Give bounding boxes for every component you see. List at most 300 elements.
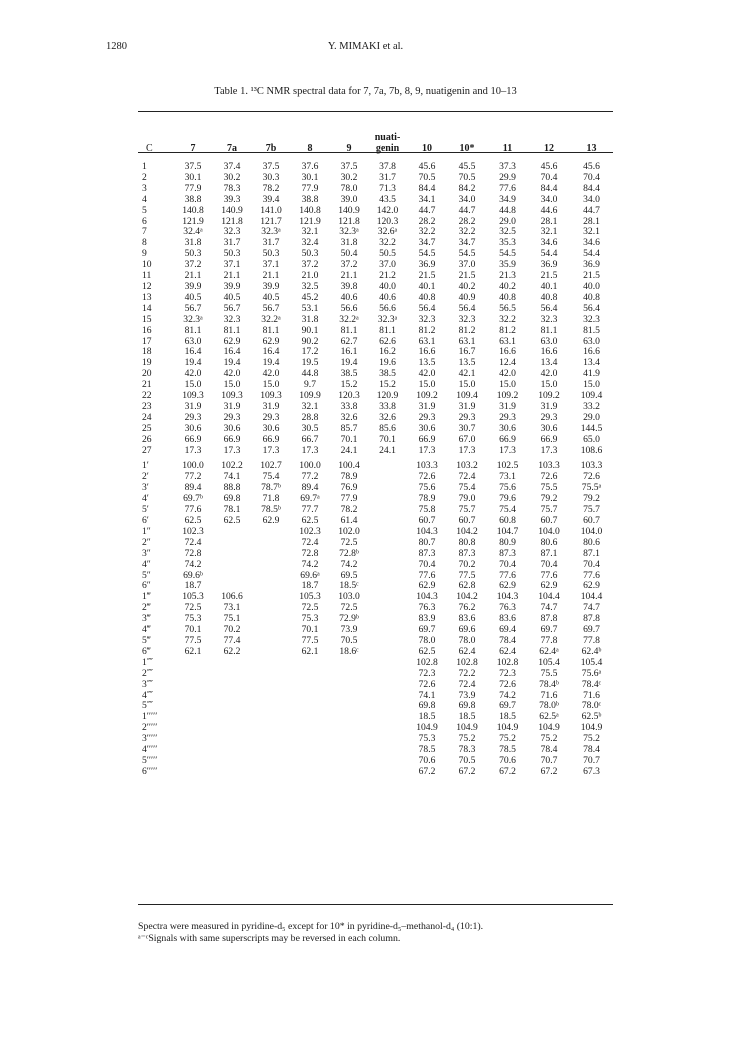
shift-value: 12.4 [499, 357, 516, 369]
shift-value [174, 701, 212, 712]
shift-value: 70.5 [458, 171, 476, 183]
shift-value: 50.3 [184, 248, 202, 260]
shift-value: 30.6 [262, 422, 280, 434]
shift-value [174, 723, 212, 734]
shift-value: 17.3 [262, 444, 280, 456]
shift-value: 38.8 [301, 193, 319, 205]
shift-value: 39.9 [262, 280, 280, 292]
shift-value: 32.1 [301, 400, 319, 412]
shift-value: 62.9 [223, 335, 241, 347]
shift-value: 45.5 [458, 161, 476, 172]
shift-value: 56.4 [540, 302, 558, 314]
shift-value: 77.6 [499, 569, 516, 581]
shift-value [368, 505, 407, 516]
shift-value: 63.1 [418, 335, 436, 347]
carbon-label: 9 [142, 248, 147, 260]
shift-value: 87.8 [583, 613, 600, 625]
shift-value: 36.9 [540, 259, 558, 271]
shift-value: 30.2 [223, 171, 241, 183]
shift-value [330, 680, 368, 691]
shift-value: 50.3 [301, 248, 319, 260]
shift-value: 62.5 [418, 645, 436, 657]
carbon-label: 3′ [142, 482, 149, 494]
shift-value [252, 712, 290, 723]
shift-value: 78.0 [458, 634, 476, 646]
table-row [138, 767, 613, 778]
shift-value [174, 680, 212, 691]
shift-value: 70.6 [418, 754, 436, 766]
shift-value: 103.2 [456, 460, 478, 472]
shift-value: 69.6ᵇ [183, 569, 203, 581]
shift-value: 80.8 [458, 536, 476, 548]
shift-value: 17.3 [184, 444, 202, 456]
shift-value: 16.2 [379, 346, 396, 358]
shift-value: 32.1 [583, 226, 600, 238]
shift-value: 15.2 [340, 379, 358, 391]
shift-value: 37.0 [458, 259, 476, 271]
shift-value: 28.1 [583, 215, 600, 227]
shift-value [212, 767, 252, 778]
shift-value [252, 571, 290, 582]
shift-value: 74.7 [540, 602, 558, 614]
shift-value: 34.6 [583, 237, 600, 249]
shift-value: 69.7ᵇ [183, 493, 203, 505]
shift-value: 69.4 [499, 624, 516, 636]
shift-value: 13.4 [540, 357, 558, 369]
column-header: 10 [422, 143, 432, 154]
shift-value: 31.9 [184, 400, 202, 412]
shift-value: 36.9 [583, 259, 600, 271]
shift-value: 87.3 [418, 547, 436, 559]
shift-value [368, 712, 407, 723]
shift-value: 75.4 [458, 482, 476, 494]
shift-value: 77.8 [540, 634, 558, 646]
table-row [138, 326, 613, 337]
shift-value: 81.2 [458, 324, 476, 336]
shift-value: 29.9 [499, 171, 516, 183]
carbon-label: 1‴ [142, 591, 151, 603]
shift-value: 19.5 [301, 357, 319, 369]
shift-value: 76.3 [499, 602, 516, 614]
shift-value: 69.7 [540, 624, 558, 636]
shift-value [212, 756, 252, 767]
shift-value: 16.6 [583, 346, 600, 358]
shift-value: 34.1 [418, 193, 436, 205]
shift-value: 69.7ᵃ [300, 493, 320, 505]
shift-value: 75.2 [458, 733, 476, 745]
shift-value: 69.6 [458, 624, 476, 636]
shift-value: 77.5 [458, 569, 476, 581]
shift-value: 15.0 [184, 379, 202, 391]
table-body [138, 157, 613, 778]
shift-value: 39.4 [262, 193, 280, 205]
shift-value: 50.4 [340, 248, 358, 260]
shift-value [290, 756, 330, 767]
shift-value [212, 745, 252, 756]
shift-value: 37.5 [340, 161, 358, 172]
shift-value: 104.9 [496, 722, 519, 734]
shift-value: 120.3 [376, 215, 399, 227]
shift-value: 70.2 [223, 624, 241, 636]
shift-value [330, 658, 368, 669]
shift-value: 33.2 [583, 400, 600, 412]
shift-value: 34.7 [458, 237, 476, 249]
shift-value: 72.6 [418, 678, 436, 690]
shift-value: 77.5 [301, 634, 319, 646]
shift-value: 69.8 [223, 493, 241, 505]
shift-value [368, 745, 407, 756]
shift-value: 42.0 [418, 368, 436, 380]
shift-value: 42.0 [540, 368, 558, 380]
shift-value: 62.4 [499, 645, 516, 657]
shift-value: 87.8 [540, 613, 558, 625]
shift-value: 60.8 [499, 515, 516, 526]
column-header: 11 [502, 143, 513, 154]
shift-value [330, 745, 368, 756]
shift-value: 50.5 [379, 248, 396, 260]
shift-value [252, 614, 290, 625]
shift-value: 42.0 [262, 368, 280, 380]
shift-value: 77.6 [499, 182, 516, 194]
shift-value: 80.9 [499, 536, 516, 548]
shift-value: 40.8 [418, 291, 436, 303]
shift-value: 66.9 [499, 433, 516, 445]
shift-value: 90.2 [301, 335, 319, 347]
shift-value: 69.7 [418, 624, 436, 636]
shift-value: 71.8 [262, 493, 280, 505]
shift-value: 77.9 [340, 493, 358, 505]
shift-value: 75.8 [418, 504, 436, 516]
shift-value: 72.5 [301, 602, 319, 614]
shift-value: 18.5ᶜ [339, 580, 359, 592]
shift-value [252, 767, 290, 778]
carbon-label: 5 [142, 204, 147, 216]
shift-value: 40.8 [583, 291, 600, 303]
carbon-label: 1′′′′′ [142, 711, 158, 723]
shift-value: 78.9 [418, 493, 436, 505]
shift-value [212, 658, 252, 669]
carbon-label: 7 [142, 226, 147, 238]
shift-value [252, 560, 290, 571]
shift-value: 19.6 [379, 357, 396, 369]
shift-value: 104.7 [496, 525, 519, 537]
carbon-label: 20 [142, 368, 152, 380]
shift-value: 104.3 [496, 591, 519, 603]
shift-value: 62.4 [458, 645, 476, 657]
shift-value: 78.0 [418, 634, 436, 646]
shift-value: 75.3 [301, 613, 319, 625]
carbon-label: 8 [142, 237, 147, 249]
shift-value: 78.4 [583, 744, 600, 756]
shift-value: 74.1 [223, 471, 241, 483]
shift-value: 34.0 [540, 193, 558, 205]
shift-value: 140.9 [338, 204, 360, 216]
shift-value: 102.8 [456, 656, 478, 668]
shift-value: 17.3 [301, 444, 319, 456]
shift-value: 13.5 [418, 357, 436, 369]
shift-value: 37.6 [301, 161, 319, 172]
shift-value: 30.6 [540, 422, 558, 434]
carbon-label: 3″ [142, 547, 151, 559]
shift-value: 103.3 [580, 460, 603, 472]
carbon-label: 6″ [142, 580, 151, 592]
shift-value [368, 680, 407, 691]
carbon-label: 2″ [142, 536, 151, 548]
shift-value: 67.2 [418, 765, 436, 777]
shift-value: 77.5 [184, 634, 202, 646]
shift-value: 109.4 [456, 390, 478, 402]
shift-value: 67.2 [540, 765, 558, 777]
shift-value: 70.4 [583, 558, 600, 570]
shift-value: 16.6 [418, 346, 436, 358]
shift-value: 74.2 [499, 689, 516, 701]
footnote-superscripts: ᵃ⁻ᶜSignals with same superscripts may be reversed in each column. [138, 933, 401, 944]
shift-value: 38.5 [379, 368, 396, 380]
table-row [138, 195, 613, 206]
shift-value: 62.7 [340, 335, 358, 347]
shift-value: 72.4 [184, 536, 202, 548]
shift-value: 87.3 [458, 547, 476, 559]
shift-value: 63.1 [458, 335, 476, 347]
table-row [138, 315, 613, 326]
shift-value: 18.5 [458, 711, 476, 723]
carbon-label: 22 [142, 390, 152, 402]
carbon-label: 4″ [142, 558, 151, 570]
shift-value: 144.5 [580, 422, 603, 434]
shift-value: 75.3 [184, 613, 202, 625]
shift-value [368, 560, 407, 571]
shift-value: 31.7 [379, 171, 396, 183]
shift-value [252, 691, 290, 702]
shift-value: 62.4ᵇ [581, 645, 602, 657]
shift-value: 63.0 [184, 335, 202, 347]
shift-value: 40.2 [458, 280, 476, 292]
shift-value: 104.9 [416, 722, 438, 734]
shift-value: 34.9 [499, 193, 516, 205]
shift-value: 81.1 [379, 324, 396, 336]
shift-value [330, 734, 368, 745]
shift-value: 28.2 [458, 215, 476, 227]
shift-value: 15.0 [418, 379, 436, 391]
shift-value: 18.7 [184, 580, 202, 592]
shift-value: 39.0 [340, 193, 358, 205]
shift-value [330, 756, 368, 767]
shift-value: 70.1 [184, 624, 202, 636]
shift-value [368, 614, 407, 625]
shift-value [252, 745, 290, 756]
carbon-label: 15 [142, 313, 152, 325]
shift-value: 85.6 [379, 422, 396, 434]
shift-value: 75.3 [418, 733, 436, 745]
carbon-label: 4⁗ [142, 689, 154, 701]
shift-value: 78.1 [223, 504, 241, 516]
shift-value: 30.1 [184, 171, 202, 183]
shift-value [212, 669, 252, 680]
shift-value [212, 691, 252, 702]
shift-value: 32.3ᵃ [183, 313, 203, 325]
shift-value: 44.8 [301, 368, 319, 380]
shift-value: 73.1 [499, 471, 516, 483]
shift-value [212, 560, 252, 571]
shift-value: 70.5 [418, 171, 436, 183]
shift-value: 56.4 [583, 302, 600, 314]
shift-value: 109.3 [260, 390, 282, 402]
shift-value [368, 756, 407, 767]
shift-value: 78.0ᶜ [581, 700, 602, 712]
shift-value: 100.0 [299, 460, 321, 472]
shift-value: 37.4 [223, 161, 241, 172]
shift-value [212, 549, 252, 560]
shift-value: 120.3 [338, 390, 360, 402]
shift-value: 21.5 [540, 270, 558, 282]
shift-value: 62.9 [583, 580, 600, 592]
shift-value: 103.3 [538, 460, 560, 472]
shift-value: 28.2 [418, 215, 436, 227]
shift-value: 78.9 [340, 471, 358, 483]
shift-value: 72.6 [583, 471, 600, 483]
shift-value: 67.2 [499, 765, 516, 777]
shift-value: 74.2 [301, 558, 319, 570]
shift-value: 79.2 [583, 493, 600, 505]
shift-value: 21.1 [262, 270, 280, 282]
shift-value: 72.4 [301, 536, 319, 548]
shift-value [368, 581, 407, 592]
shift-value: 42.0 [184, 368, 202, 380]
column-header: nuati- genin [374, 132, 401, 154]
carbon-label: 5‴ [142, 634, 151, 646]
shift-value: 32.2ᵃ [261, 313, 281, 325]
shift-value: 32.3ᵃ [261, 226, 281, 238]
shift-value: 70.1 [379, 433, 396, 445]
shift-value: 75.2 [540, 733, 558, 745]
shift-value: 84.4 [583, 182, 600, 194]
shift-value: 28.1 [540, 215, 558, 227]
shift-value: 39.9 [184, 280, 202, 292]
shift-value: 83.6 [458, 613, 476, 625]
shift-value: 60.7 [458, 515, 476, 526]
shift-value: 21.1 [340, 270, 358, 282]
shift-value: 121.7 [260, 215, 282, 227]
shift-value: 37.0 [379, 259, 396, 271]
shift-value: 74.2 [184, 558, 202, 570]
carbon-label: 2′′′′′ [142, 722, 158, 734]
shift-value: 62.4ᵃ [539, 645, 559, 657]
column-header: 8 [307, 143, 313, 154]
shift-value [368, 636, 407, 647]
shift-value: 32.4ᵃ [183, 226, 203, 238]
shift-value: 83.9 [418, 613, 436, 625]
shift-value: 16.4 [262, 346, 280, 358]
shift-value: 37.2 [340, 259, 358, 271]
carbon-label: 6′ [142, 515, 149, 526]
shift-value [368, 734, 407, 745]
shift-value: 62.6 [379, 335, 396, 347]
shift-value: 15.0 [262, 379, 280, 391]
carbon-label: 5′′′′′ [142, 754, 158, 766]
shift-value [290, 701, 330, 712]
shift-value: 9.7 [304, 379, 316, 391]
shift-value [212, 680, 252, 691]
shift-value: 72.6 [540, 471, 558, 483]
carbon-label: 13 [142, 291, 152, 303]
shift-value: 85.7 [340, 422, 358, 434]
shift-value: 89.4 [184, 482, 202, 494]
shift-value: 56.7 [262, 302, 280, 314]
shift-value: 15.0 [458, 379, 476, 391]
shift-value: 109.9 [299, 390, 321, 402]
shift-value: 77.6 [540, 569, 558, 581]
shift-value [330, 712, 368, 723]
shift-value: 34.6 [540, 237, 558, 249]
shift-value: 38.5 [340, 368, 358, 380]
shift-value: 32.3ᵃ [377, 313, 398, 325]
shift-value [330, 691, 368, 702]
carbon-label: 3 [142, 182, 147, 194]
shift-value: 35.3 [499, 237, 516, 249]
shift-value: 79.0 [458, 493, 476, 505]
shift-value: 62.9 [499, 580, 516, 592]
shift-value: 104.3 [416, 525, 438, 537]
table-caption: Table 1. ¹³C NMR spectral data for 7, 7a, 7b, 8, 9, nuatigenin and 10–13 [214, 86, 517, 97]
shift-value: 66.9 [223, 433, 241, 445]
shift-value: 70.5 [458, 754, 476, 766]
shift-value: 44.6 [540, 204, 558, 216]
shift-value: 102.3 [182, 525, 204, 537]
shift-value [368, 592, 407, 603]
shift-value: 44.7 [458, 204, 476, 216]
shift-value [368, 571, 407, 582]
shift-value: 77.6 [583, 569, 600, 581]
shift-value: 32.1 [301, 226, 319, 238]
shift-value: 32.1 [540, 226, 558, 238]
shift-value: 56.5 [499, 302, 516, 314]
shift-value [368, 527, 407, 538]
shift-value: 70.4 [418, 558, 436, 570]
shift-value: 62.5 [223, 515, 241, 526]
shift-value: 70.4 [583, 171, 600, 183]
shift-value: 31.7 [223, 237, 241, 249]
shift-value: 70.1 [301, 624, 319, 636]
carbon-label: 21 [142, 379, 152, 391]
shift-value: 104.2 [456, 591, 478, 603]
shift-value: 31.9 [223, 400, 241, 412]
table-row [138, 560, 613, 571]
shift-value: 28.8 [301, 411, 319, 423]
shift-value: 78.4 [499, 634, 516, 646]
shift-value: 21.5 [418, 270, 436, 282]
shift-value: 72.4 [458, 678, 476, 690]
shift-value: 24.1 [340, 444, 358, 456]
shift-value: 84.4 [540, 182, 558, 194]
shift-value: 56.7 [223, 302, 241, 314]
shift-value [330, 669, 368, 680]
shift-value [368, 625, 407, 636]
carbon-label: 16 [142, 324, 152, 336]
shift-value: 45.2 [301, 291, 319, 303]
shift-value [212, 723, 252, 734]
shift-value [290, 734, 330, 745]
shift-value: 75.4 [499, 504, 516, 516]
shift-value: 103.3 [416, 460, 438, 472]
shift-value: 40.5 [184, 291, 202, 303]
shift-value: 142.0 [376, 204, 399, 216]
shift-value: 69.6ᵃ [300, 569, 320, 581]
shift-value: 43.5 [379, 193, 396, 205]
shift-value: 31.9 [418, 400, 436, 412]
shift-value: 121.9 [299, 215, 321, 227]
shift-value: 76.3 [418, 602, 436, 614]
shift-value: 50.3 [262, 248, 280, 260]
